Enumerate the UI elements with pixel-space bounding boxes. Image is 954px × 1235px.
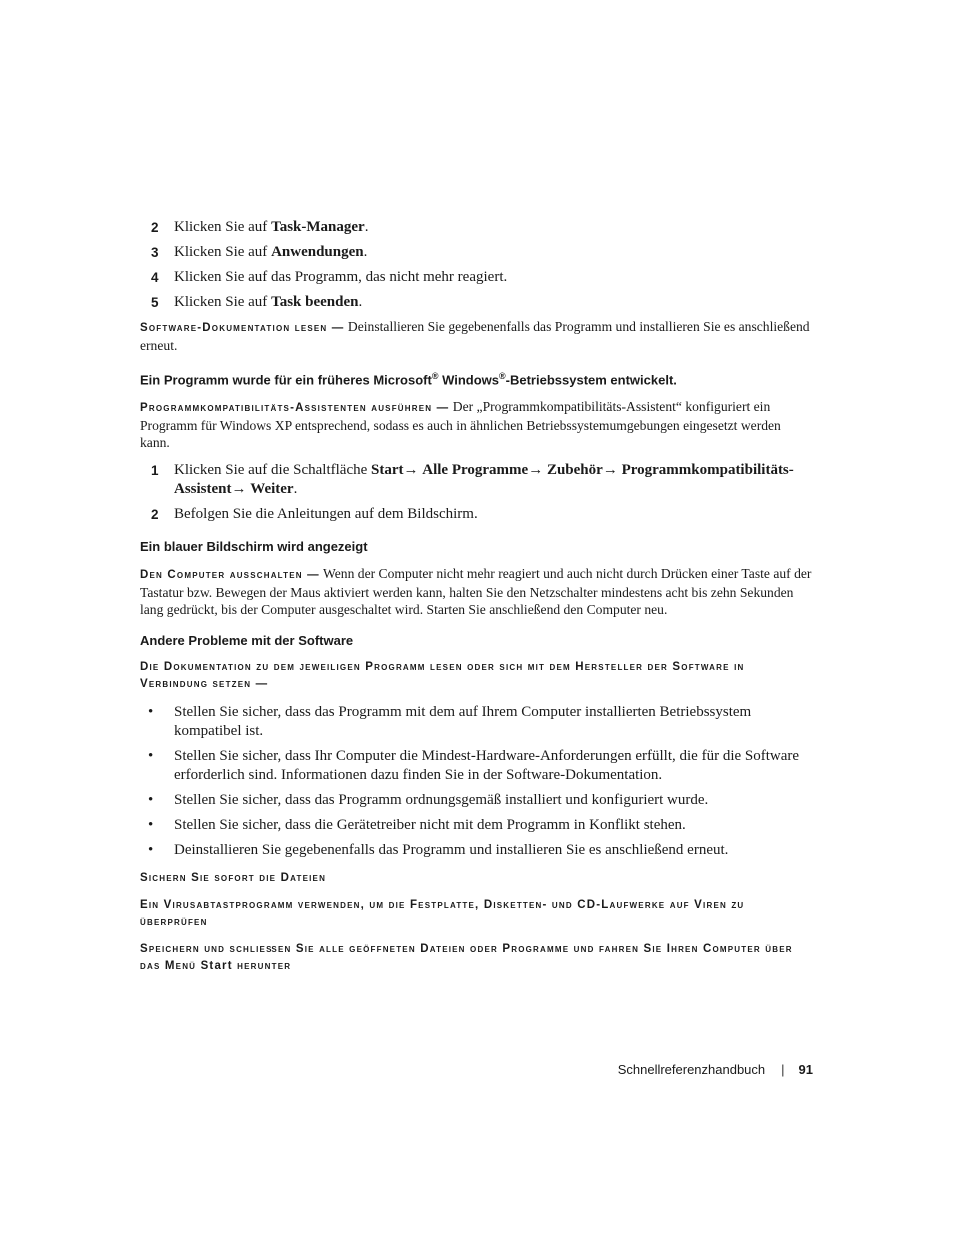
step-text: Klicken Sie auf (174, 294, 272, 310)
steps-compat (140, 461, 812, 524)
save-close-text: herunter (232, 960, 292, 973)
save-close-label (140, 941, 812, 975)
heading-older-windows (140, 368, 812, 388)
list-item (140, 841, 812, 860)
list-item (140, 218, 812, 237)
page-footer (560, 1062, 813, 1077)
bullet-icon: • (148, 748, 154, 765)
bullet-icon: • (148, 792, 154, 809)
step-after: . (358, 294, 363, 310)
step-text: Klicken Sie auf das Programm, das nicht mehr reagiert. (174, 269, 508, 285)
step-number: 1 (151, 463, 159, 479)
menu-path-accessories: Zubehör (546, 462, 603, 479)
step-number: 2 (151, 220, 159, 235)
compat-paragraph (140, 398, 812, 451)
compat-text: Der „Programmkompatibilitäts-Assistent“ konfiguriert ein Programm für Windows XP entsprechend, sodass es auch in ähnlichen Betriebssystemumgebungen eingesetzt werden kann. (140, 399, 781, 451)
software-doc-label: Software-Dokumentation lesen — (140, 322, 345, 334)
list-item (140, 816, 812, 835)
read-docs-label: Die Dokumentation zu dem jeweiligen Programm lesen oder sich mit dem Hersteller der Software in Verbindung setzen — (140, 661, 745, 691)
step-text: Befolgen Sie die Anleitungen auf dem Bildschirm. (174, 506, 478, 523)
list-item (140, 461, 812, 499)
menu-path-all-programs: Alle Programme (422, 462, 529, 479)
step-bold: Task-Manager (271, 219, 365, 235)
heading-text: Windows (438, 372, 500, 388)
menu-path-next: Weiter (250, 481, 294, 498)
step-number: 4 (151, 270, 159, 285)
heading-blue-screen: Ein blauer Bildschirm wird angezeigt (140, 539, 368, 555)
footer-separator: | (781, 1062, 785, 1077)
list-item (140, 791, 812, 810)
list-item (140, 293, 812, 312)
registered-mark: ® (499, 371, 506, 381)
bullet-text: Stellen Sie sicher, dass das Programm mit dem auf Ihrem Computer installierten Betriebssystem kompatibel ist. (174, 704, 752, 740)
menu-path-start: Start (371, 462, 404, 479)
step-text: Klicken Sie auf die Schaltfläche (174, 462, 372, 479)
software-doc-text: Deinstallieren Sie gegebenenfalls das Programm und installieren Sie es anschließend erneut. (140, 319, 810, 353)
list-item (140, 243, 812, 262)
footer-title: Schnellreferenzhandbuch (617, 1062, 766, 1077)
bullet-text: Stellen Sie sicher, dass Ihr Computer die Mindest-Hardware-Anforderungen erfüllt, die für die Software erforderlich sind. Informationen dazu finden Sie in der Software-Dokumentation. (174, 748, 800, 784)
save-close-text: Speichern und schließen Sie alle geöffneten Dateien oder Programme und fahren Sie Ihren Computer über das Menü (140, 943, 793, 973)
arrow-icon: → (528, 462, 547, 479)
bullet-icon: • (148, 817, 154, 834)
arrow-icon: → (403, 462, 423, 479)
step-after: . (364, 219, 369, 235)
page-number: 91 (798, 1062, 813, 1077)
heading-text: Ein Programm wurde für ein früheres Microsoft (140, 372, 432, 388)
step-after: . (363, 244, 368, 260)
steps-task-manager (140, 218, 812, 312)
virus-scan-label: Ein Virusabtastprogramm verwenden, um die Festplatte, Disketten- und CD-Laufwerke auf Viren zu überprüfen (140, 899, 745, 929)
step-bold: Task beenden (271, 294, 359, 310)
list-item (140, 703, 812, 741)
bullet-icon: • (148, 842, 154, 859)
menu-path-compat-wizard: Programmkompatibilitäts-Assistent (174, 462, 794, 498)
compat-label: Programmkompatibilitäts-Assistenten ausführen — (140, 402, 450, 415)
step-after: . (293, 481, 298, 498)
list-item (140, 505, 812, 524)
backup-label: Sichern Sie sofort die Dateien (140, 872, 327, 885)
step-bold: Anwendungen (271, 244, 364, 260)
bullet-list (140, 703, 812, 860)
arrow-icon: → (602, 462, 622, 479)
software-doc-paragraph (140, 318, 812, 354)
page-content (140, 218, 812, 985)
arrow-icon: → (231, 481, 251, 498)
shutdown-text: Wenn der Computer nicht mehr reagiert und auch nicht durch Drücken einer Taste auf der Tastatur bzw. Bewegen der Maus aktiviert werden kann, halten Sie den Netzschalter mindestens acht bis zehn Sekunden lang gedrückt, bis der Computer ausgeschaltet wird. Starten Sie anschließend den Computer neu. (140, 566, 812, 618)
step-number: 2 (151, 507, 159, 523)
start-menu-name: Start (200, 960, 233, 973)
step-text: Klicken Sie auf (174, 219, 272, 235)
heading-text: -Betriebssystem entwickelt. (505, 372, 677, 388)
shutdown-label: Den Computer ausschalten — (140, 569, 320, 582)
shutdown-paragraph (140, 565, 812, 618)
bullet-icon: • (148, 704, 154, 721)
bullet-text: Deinstallieren Sie gegebenenfalls das Programm und installieren Sie es anschließend erneut. (174, 842, 729, 859)
registered-mark: ® (431, 371, 439, 381)
bullet-text: Stellen Sie sicher, dass die Gerätetreiber nicht mit dem Programm in Konflikt stehen. (174, 817, 686, 834)
step-number: 3 (151, 245, 159, 260)
step-number: 5 (151, 295, 159, 310)
list-item (140, 747, 812, 785)
heading-other-problems: Andere Probleme mit der Software (140, 633, 354, 649)
bullet-text: Stellen Sie sicher, dass das Programm ordnungsgemäß installiert und konfiguriert wurde. (174, 792, 709, 809)
list-item (140, 268, 812, 287)
step-text: Klicken Sie auf (174, 244, 272, 260)
